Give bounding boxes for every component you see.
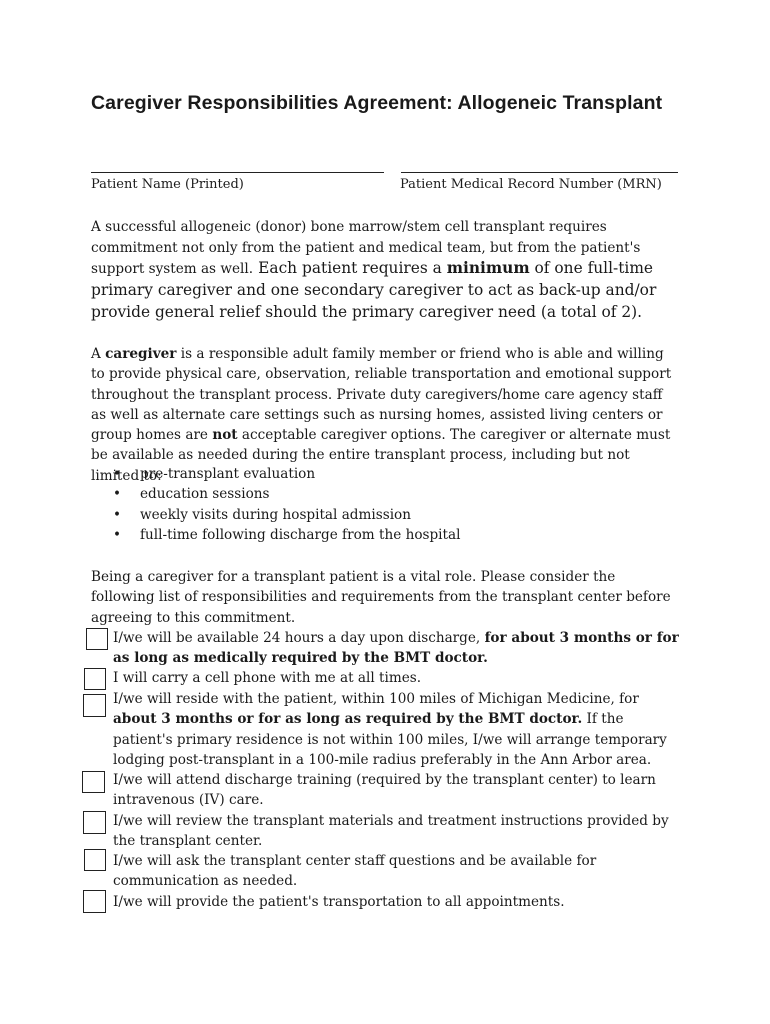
checklist-item-review-materials xyxy=(113,811,683,852)
item-text: I/we will ask the transplant center staff questions and be available for communication as needed. xyxy=(113,853,597,890)
checkbox-ask-questions[interactable] xyxy=(84,849,106,871)
item-bold: about 3 months or for as long as required by the BMT doctor. xyxy=(113,711,583,728)
list-item: • education sessions xyxy=(113,484,460,504)
item-text: I/we will review the transplant materials and treatment instructions provided by the transplant center. xyxy=(113,813,669,850)
mrn-label: Patient Medical Record Number (MRN) xyxy=(400,177,662,192)
checkbox-discharge-training[interactable] xyxy=(82,771,105,793)
patient-name-line[interactable] xyxy=(91,172,384,173)
intro-bold-minimum: minimum xyxy=(446,259,530,278)
process-bullet-list xyxy=(113,464,460,545)
intro-text-2b: of one full-time primary caregiver and one secondary caregiver to act as back-up and/or provide general relief should the primary caregiver need (a total of 2). xyxy=(91,259,657,321)
checkbox-transportation[interactable] xyxy=(83,890,106,913)
document-title: Caregiver Responsibilities Agreement: Allogeneic Transplant xyxy=(91,92,663,114)
item-text: I/we will attend discharge training (required by the transplant center) to learn intravenous (IV) care. xyxy=(113,772,656,809)
item-text: I/we will be available 24 hours a day upon discharge, xyxy=(113,630,485,646)
checklist-item-discharge-training xyxy=(113,770,683,811)
item-bold: for about 3 months or for as long as medically required by the BMT doctor. xyxy=(113,630,679,667)
checklist-item-cell-phone xyxy=(113,668,683,688)
item-text: I/we will reside with the patient, within 100 miles of Michigan Medicine, for xyxy=(113,691,639,707)
def-text-a: A xyxy=(91,346,106,362)
checkbox-availability[interactable] xyxy=(86,628,108,650)
checkbox-review-materials[interactable] xyxy=(83,811,106,834)
list-item: • full-time following discharge from the hospital xyxy=(113,525,460,545)
item-text-after: If the patient's primary residence is not within 100 miles, I/we will arrange temporary lodging post-transplant in a 100-mile radius preferably in the Ann Arbor area. xyxy=(113,711,667,768)
checklist-item-transportation xyxy=(113,892,683,912)
checklist-item-residence xyxy=(113,689,683,770)
checkbox-cell-phone[interactable] xyxy=(84,668,106,690)
checkbox-residence[interactable] xyxy=(83,694,106,717)
mrn-line[interactable] xyxy=(401,172,678,173)
intro-text-1: A successful allogeneic (donor) bone marrow/stem cell transplant requires commitment not only from the patient and medical team, but from the patient's support system as well. xyxy=(91,219,641,278)
checklist-item-availability xyxy=(113,628,683,669)
def-bold-caregiver: caregiver xyxy=(105,346,177,362)
checklist-item-ask-questions xyxy=(113,851,683,892)
def-text-c: acceptable caregiver options. The caregiver or alternate must be available as needed during the entire transplant process, including but not limited to: xyxy=(91,427,671,484)
def-bold-not: not xyxy=(212,427,238,444)
responsibilities-intro: Being a caregiver for a transplant patient is a vital role. Please consider the following list of responsibilities and requirements from the transplant center before agreeing to this commitment. xyxy=(91,569,671,626)
list-item: • pre-transplant evaluation xyxy=(113,464,460,484)
item-text: I/we will provide the patient's transportation to all appointments. xyxy=(113,894,565,910)
item-text: I will carry a cell phone with me at all times. xyxy=(113,670,422,686)
list-item: • weekly visits during hospital admission xyxy=(113,505,460,525)
intro-paragraph xyxy=(91,216,681,324)
intro-text-2a: Each patient requires a xyxy=(258,259,447,278)
def-text-b: is a responsible adult family member or friend who is able and willing to provide physical care, observation, reliable transportation and emotional support throughout the transplant process. Private duty caregivers/home care agency staff as well as alternate care settings such as nursing homes, assisted living centers or group homes are xyxy=(91,346,672,444)
patient-name-label: Patient Name (Printed) xyxy=(91,177,244,192)
